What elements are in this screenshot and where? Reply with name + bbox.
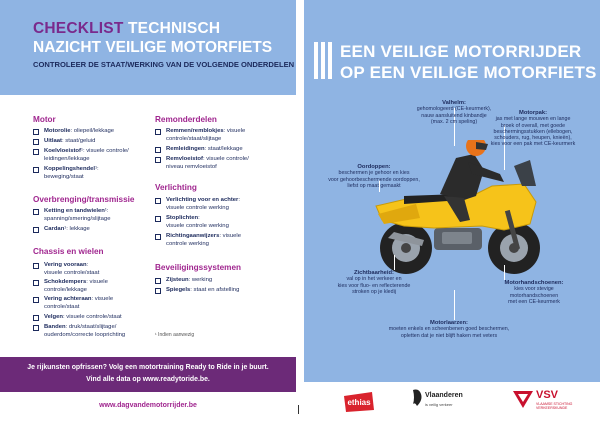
checkbox-icon[interactable] <box>155 288 161 294</box>
check-item: Vering achteraan: visuele controle/staat <box>33 296 153 311</box>
check-item: Verlichting voor en achter: visuele controle werking <box>155 197 280 212</box>
footnote: ¹ Indien aanwezig <box>155 332 195 338</box>
callout-line <box>454 290 455 320</box>
checkbox-icon[interactable] <box>155 157 161 163</box>
checkbox-icon[interactable] <box>33 149 39 155</box>
check-item: Spiegels: staat en afstelling <box>155 287 280 295</box>
page-divider <box>296 0 304 424</box>
lion-icon <box>411 388 423 408</box>
callout-line <box>504 265 505 280</box>
check-item: Koelvloeistof¹: visuele controle/ leidingen/lekkage <box>33 148 153 163</box>
training-banner <box>0 357 296 392</box>
check-item: Remmen/remblokjes: visuele controle/staat/slijtage <box>155 128 280 143</box>
banner-link[interactable]: Vind alle data op www.readytoride.be. <box>86 376 210 383</box>
checkbox-icon[interactable] <box>33 227 39 233</box>
checkbox-icon[interactable] <box>33 263 39 269</box>
section-title-beveiliging: Beveiligingssystemen <box>155 263 242 272</box>
check-item: Schokdempers: visuele controle/lekkage <box>33 279 153 294</box>
check-item: Remleidingen: staat/lekkage <box>155 146 280 154</box>
checklist-page <box>0 0 296 424</box>
checkbox-icon[interactable] <box>155 234 161 240</box>
callout-zichtbaarheid: Zichtbaarheid: val op in het verkeer en kies voor fluo- en reflecterende stroken op je kledij <box>337 270 411 295</box>
checklist-title: CHECKLIST TECHNISCH <box>33 20 221 37</box>
checklist-title-line2: NAZICHT VEILIGE MOTORFIETS <box>33 39 273 56</box>
checkbox-icon[interactable] <box>155 129 161 135</box>
checklist-subtitle: CONTROLEER DE STAAT/WERKING VAN DE VOLGENDE ONDERDELEN <box>33 60 295 69</box>
check-item: Banden: druk/staat/slijtage/ ouderdom/correcte looprichting <box>33 324 153 339</box>
checkbox-icon[interactable] <box>33 209 39 215</box>
svg-text:ethias: ethias <box>347 398 371 407</box>
check-item: Stoplichten: visuele controle werking <box>155 215 280 230</box>
vsv-logo: VSV VLAAMSE STICHTING VERKEERSKUNDE <box>512 389 534 414</box>
section-title-remonderdelen: Remonderdelen <box>155 115 217 124</box>
check-item: Velgen: visuele controle/staat <box>33 314 153 322</box>
check-item: Remvloeistof: visuele controle/ niveau remvloeistof <box>155 156 280 171</box>
checkbox-icon[interactable] <box>33 315 39 321</box>
check-item: Richtingaanwijzers: visuele controle werking <box>155 233 280 248</box>
check-item: Cardan¹: lekkage <box>33 226 153 234</box>
infographic-title-line2: OP EEN VEILIGE MOTORFIETS <box>340 63 597 82</box>
page-mark <box>298 405 299 414</box>
checkbox-icon[interactable] <box>155 216 161 222</box>
section-title-chassis: Chassis en wielen <box>33 247 104 256</box>
section-title-overbrenging: Overbrenging/transmissie <box>33 195 135 204</box>
checkbox-icon[interactable] <box>33 129 39 135</box>
motorcycle-illustration <box>364 140 549 280</box>
callout-motorpak: Motorpak: jas met lange mouwen en lange broek of overall, met goede beschermingsstukken (ellebogen, schouders, rug, heupen, knieën), kies voor een pak met CE-keurmerk <box>490 110 576 148</box>
title-bars-icon <box>314 42 334 79</box>
callout-valhelm: Valhelm: gehomologeerd (CE-keurmerk), nauw aansluitend kinbandje (max. 2 cm speling) <box>416 100 492 125</box>
checkbox-icon[interactable] <box>33 167 39 173</box>
logo-bar <box>304 382 600 424</box>
check-item: Zijsteun: werking <box>155 277 280 285</box>
callout-line <box>394 255 395 270</box>
check-item: Ketting en tandwielen¹: spanning/smering/slijtage <box>33 208 153 223</box>
section-title-motor: Motor <box>33 115 56 124</box>
section-title-verlichting: Verlichting <box>155 183 197 192</box>
checkbox-icon[interactable] <box>33 139 39 145</box>
check-item: Motorolie: oliepeil/lekkage <box>33 128 153 136</box>
callout-oordoppen: Oordoppen: beschermen je gehoor en kies voor gehoorbeschermende oordoppen, liefst op maat gemaakt <box>328 164 420 189</box>
vsv-shield-icon <box>512 389 534 409</box>
checkbox-icon[interactable] <box>33 280 39 286</box>
checklist-header <box>0 0 296 95</box>
checkbox-icon[interactable] <box>155 278 161 284</box>
ethias-logo <box>342 390 376 414</box>
infographic-page <box>304 0 600 424</box>
checkbox-icon[interactable] <box>33 325 39 331</box>
vlaanderen-logo: Vlaanderen is veilig verkeer <box>411 388 423 413</box>
banner-line1: Je rijkunsten opfrissen? Volg een motortraining Ready to Ride in je buurt. <box>27 364 269 371</box>
checkbox-icon[interactable] <box>155 147 161 153</box>
checkbox-icon[interactable] <box>33 297 39 303</box>
callout-handschoenen: Motorhandschoenen: kies voor stevige motorhandschoenen met een CE-keurmerk <box>504 280 564 305</box>
check-item: Vering vooraan: visuele controle/staat <box>33 262 153 277</box>
check-item: Koppelingshendel¹: beweging/staat <box>33 166 153 181</box>
checkbox-icon[interactable] <box>155 198 161 204</box>
callout-laarzen: Motorlaarzen: moeten enkels en scheenbenen goed beschermen, opletten dat je niet blijft haken met veters <box>388 320 510 339</box>
check-item: Uitlaat: staat/geluid <box>33 138 153 146</box>
infographic-title: EEN VEILIGE MOTORRIJDER <box>340 42 582 61</box>
website-link[interactable]: www.dagvandemotorrijder.be <box>99 402 197 409</box>
